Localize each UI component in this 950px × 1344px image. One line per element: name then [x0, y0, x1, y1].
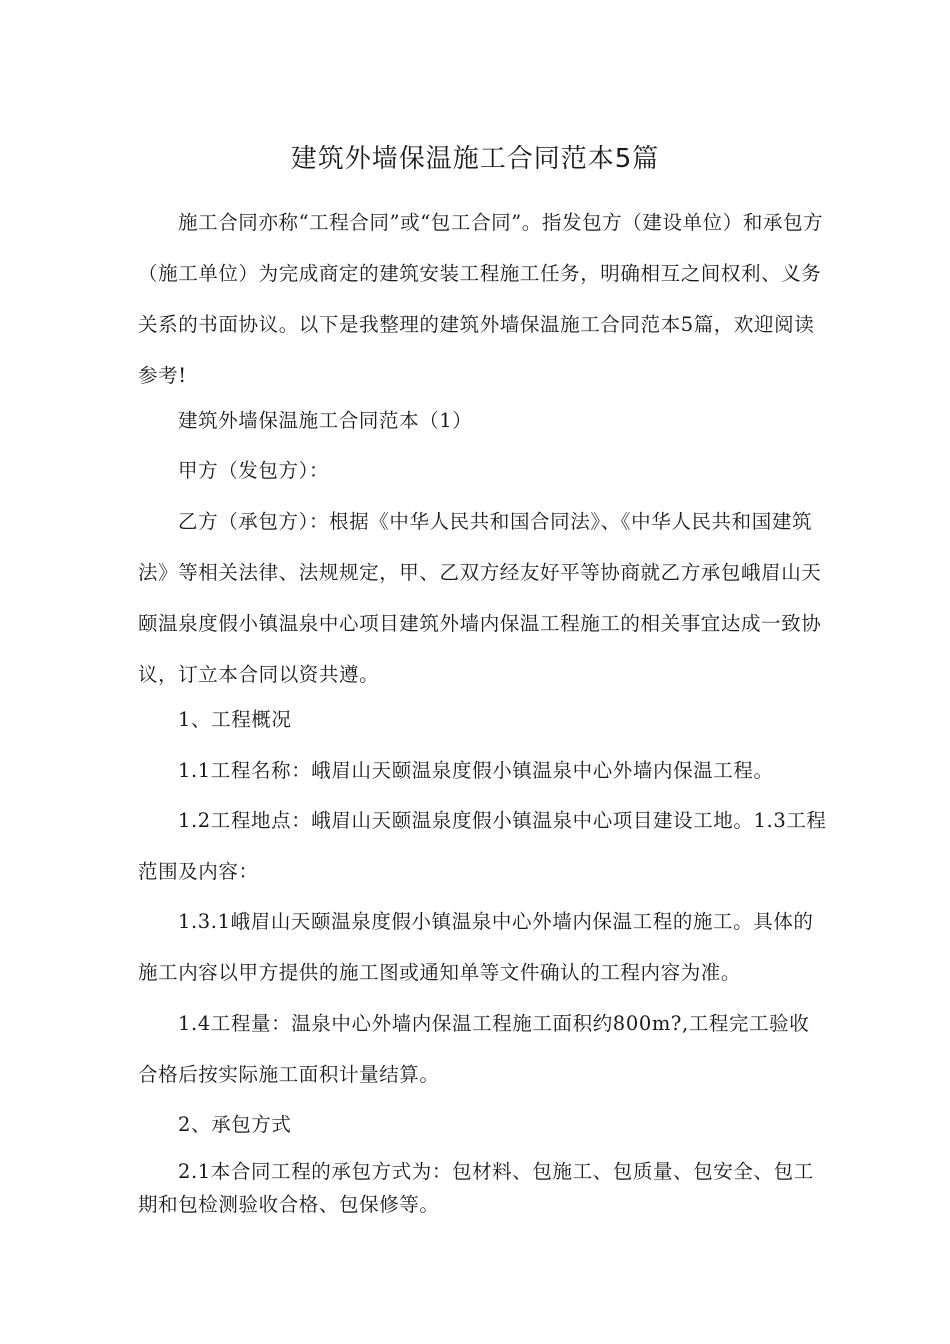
clause-1-2: 1.2工程地点：峨眉山天颐温泉度假小镇温泉中心项目建设工地。1.3工程范围及内容：: [138, 809, 827, 883]
clause-1-1: 1.1工程名称：峨眉山天颐温泉度假小镇温泉中心外墙内保温工程。: [178, 759, 774, 782]
intro-paragraph: 施工合同亦称“工程合同”或“包工合同”。指发包方（建设单位）和承包方（施工单位）为完成商定的建筑安装工程施工任务，明确相互之间权利、义务关系的书面协议。以下是我整理的建筑外墙保温施工合同范本5篇，欢迎阅读参考!: [138, 211, 824, 387]
clause-1-3-1: 1.3.1峨眉山天颐温泉度假小镇温泉中心外墙内保温工程的施工。具体的施工内容以甲方提供的施工图或通知单等文件确认的工程内容为准。: [138, 910, 814, 984]
clause-1-4: 1.4工程量：温泉中心外墙内保温工程施工面积约800m?,工程完工验收合格后按实际施工面积计量结算。: [138, 1012, 810, 1086]
party-a-line: 甲方（发包方）：: [178, 459, 330, 482]
section-heading-contract-method: 2、承包方式: [178, 1113, 292, 1136]
section-heading-contract-1: 建筑外墙保温施工合同范本（1）: [178, 409, 473, 432]
document-title: 建筑外墙保温施工合同范本5篇: [290, 144, 660, 174]
clause-2-1: 2.1本合同工程的承包方式为：包材料、包施工、包质量、包安全、包工期和包检测验收合格、包保修等。: [138, 1160, 814, 1216]
party-b-paragraph: 乙方（承包方）：根据《中华人民共和国合同法》、《中华人民共和国建筑法》等相关法律、法规规定，甲、乙双方经友好平等协商就乙方承包峨眉山天颐温泉度假小镇温泉中心项目建筑外墙内保温工程施工的相关事宜达成一致协议，订立本合同以资共遵。: [138, 510, 822, 686]
section-heading-project-overview: 1、工程概况: [178, 708, 292, 731]
